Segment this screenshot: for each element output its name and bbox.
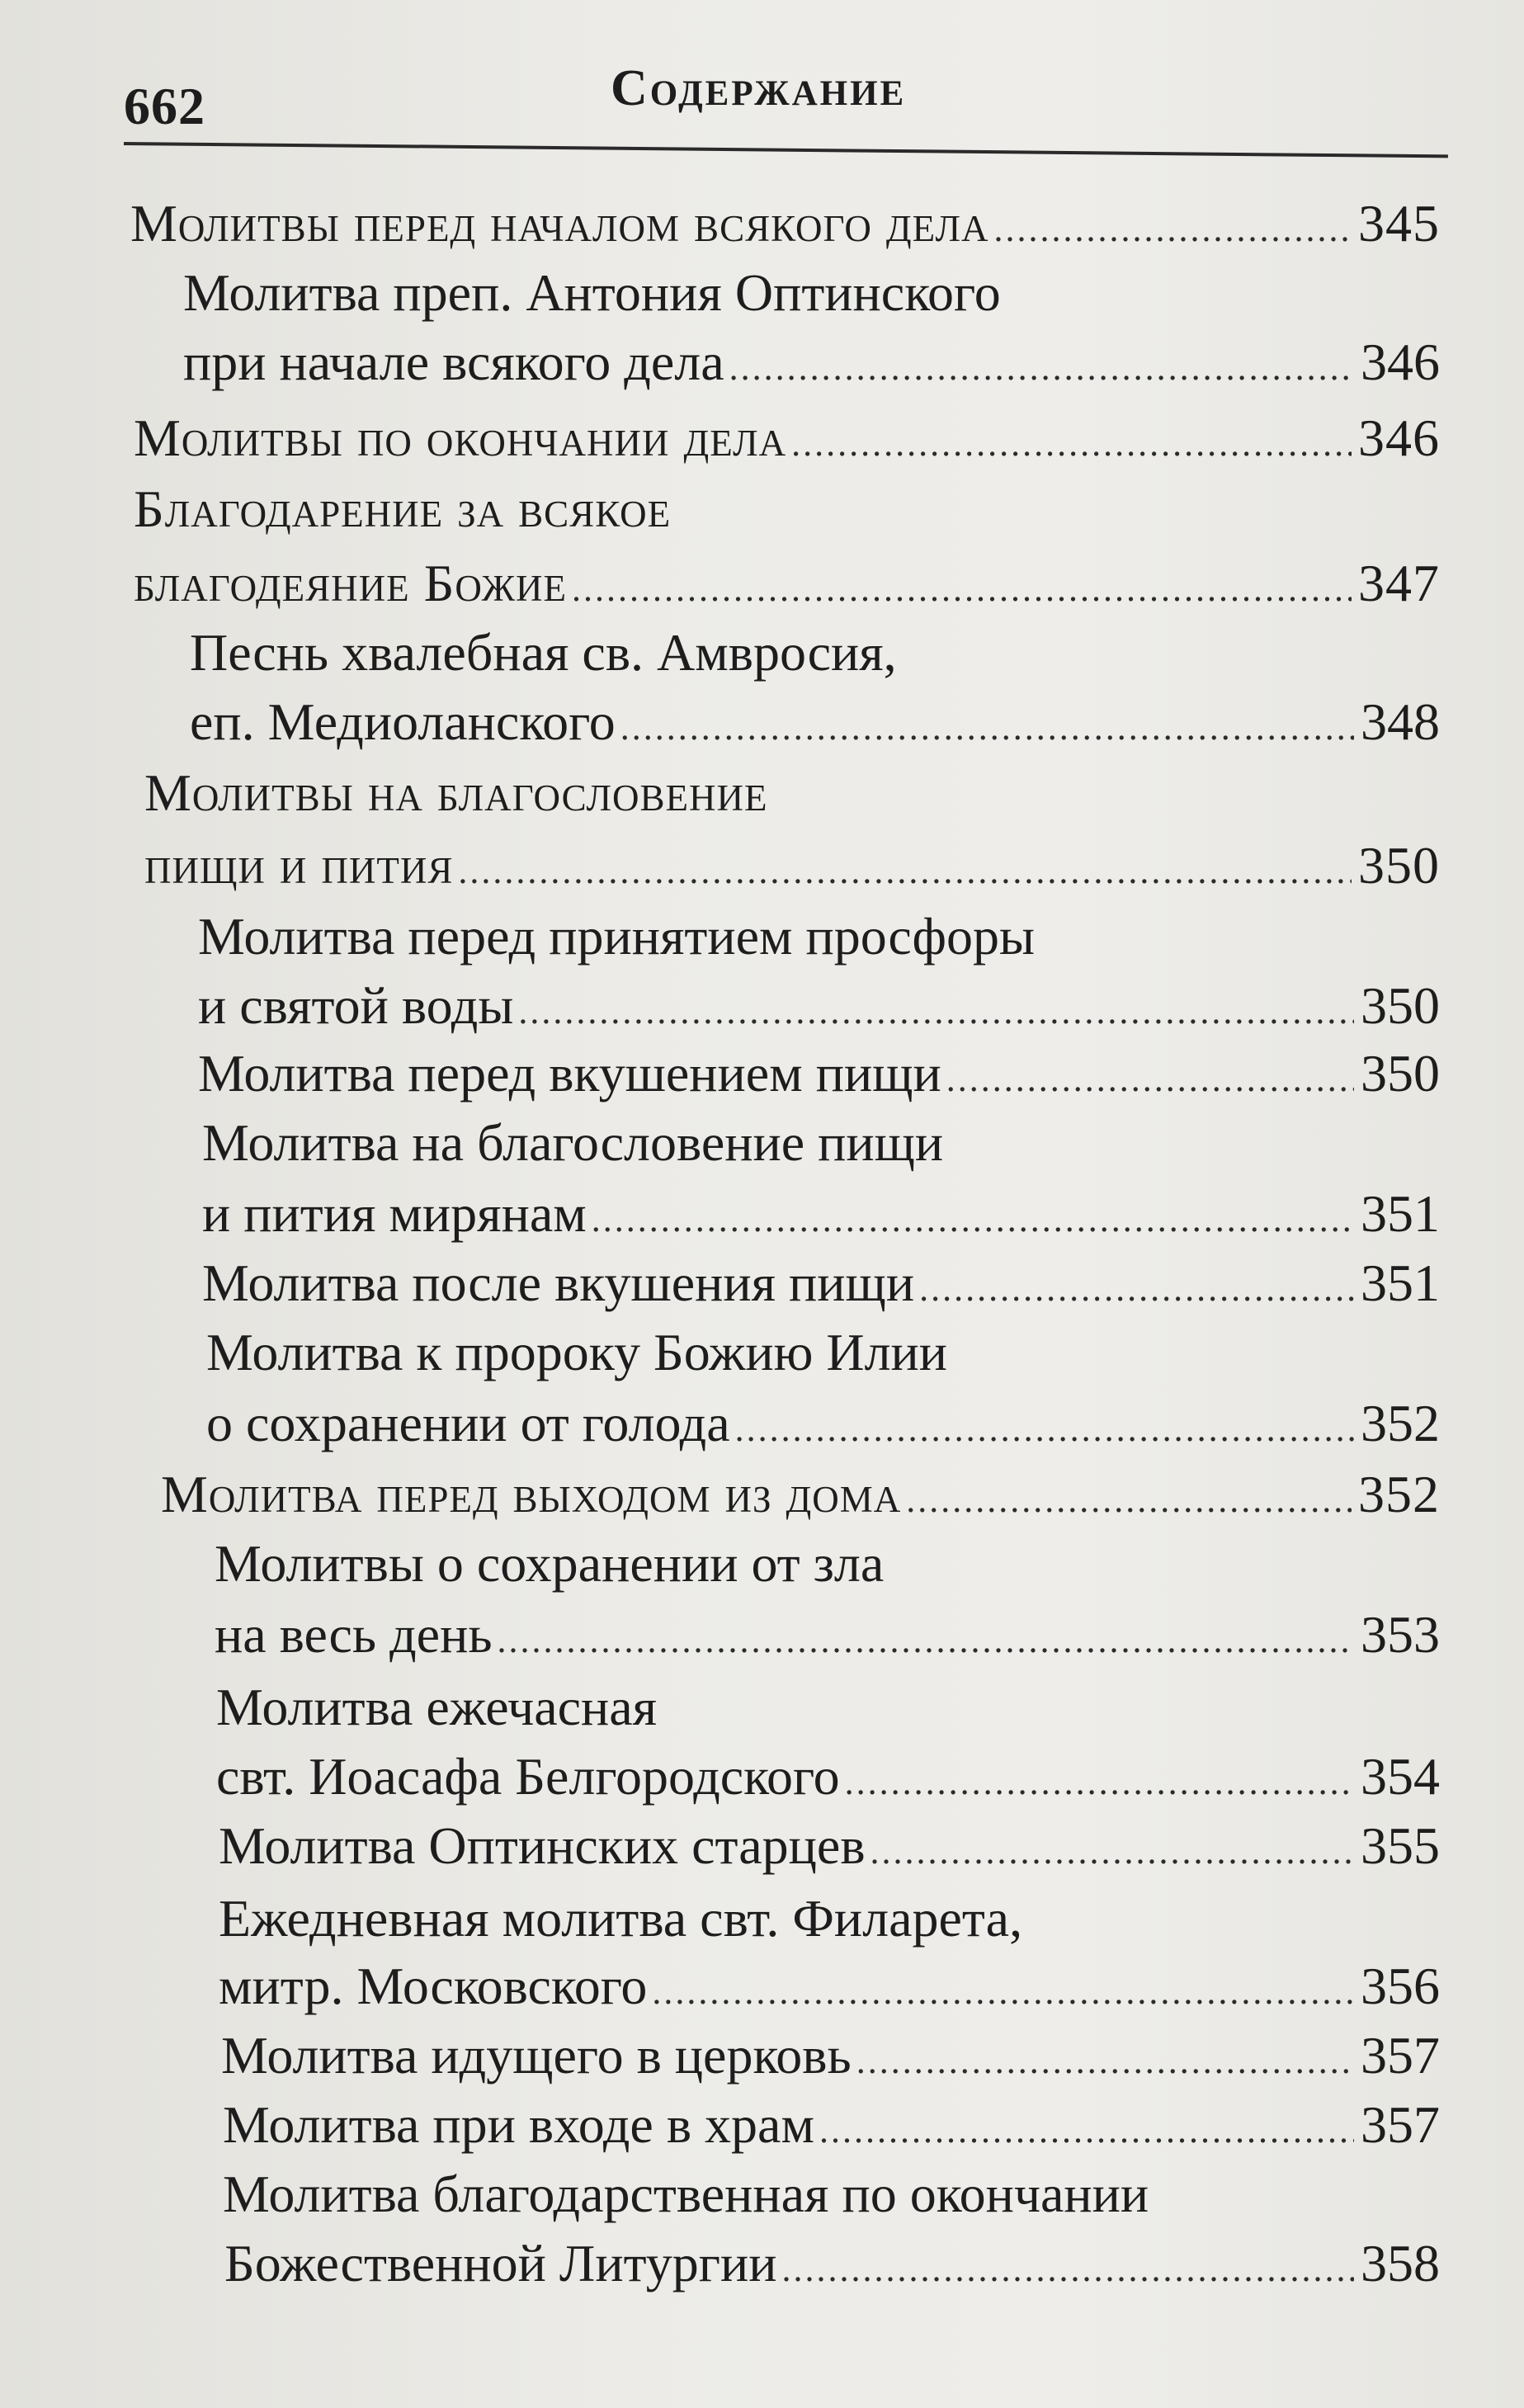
toc-entry-title: свт. Иоасафа Белгородского	[216, 1747, 840, 1806]
dot-leader	[620, 692, 1354, 763]
dot-leader	[781, 2234, 1354, 2305]
toc-entry-title: благодеяние Божие	[134, 554, 568, 612]
toc-entry-title: Молитвы по окончании дела	[134, 408, 787, 467]
toc-entry	[134, 474, 671, 545]
dot-leader	[592, 1184, 1354, 1255]
dot-leader	[871, 1816, 1354, 1887]
toc-entry	[202, 1248, 1440, 1319]
toc-entry-title: Молитва перед принятием просфоры	[198, 907, 1035, 966]
toc-entry-title: о сохранении от голода	[206, 1394, 730, 1452]
toc-entry-title: на весь день	[215, 1605, 493, 1664]
dot-leader	[498, 1605, 1355, 1676]
toc-entry	[223, 2159, 1149, 2230]
toc-entry-page: 346	[1358, 408, 1440, 467]
toc-entry-page: 357	[1361, 2095, 1440, 2154]
toc-entry	[130, 188, 1440, 259]
toc-entry-page: 352	[1361, 1394, 1440, 1452]
toc-entry	[198, 970, 1440, 1041]
toc-entry-page: 348	[1361, 692, 1440, 751]
toc-entry-title: Молитвы на благословение	[144, 763, 768, 822]
toc-entry-title: Молитва преп. Антония Оптинского	[183, 263, 1001, 322]
toc-entry	[190, 617, 897, 688]
dot-leader	[572, 554, 1352, 625]
dot-leader	[735, 1394, 1354, 1465]
toc-entry	[219, 1811, 1440, 1882]
toc-entry	[216, 1672, 657, 1743]
toc-entry-title: Молитва при входе в храм	[223, 2095, 814, 2154]
toc-entry	[183, 257, 1001, 328]
toc-entry-title: Молитва ежечасная	[216, 1678, 658, 1736]
toc-entry	[216, 1741, 1440, 1812]
toc-entry-page: 346	[1361, 333, 1440, 391]
toc-entry-page: 351	[1361, 1184, 1440, 1243]
dot-leader	[906, 1465, 1352, 1536]
toc-entry-title: Молитва благодарственная по окончании	[223, 2165, 1149, 2223]
toc-entry-title: Молитва перед выходом из дома	[161, 1465, 902, 1523]
toc-entry-title: Божественной Литургии	[224, 2234, 777, 2292]
toc-entry-title: Молитва Оптинских старцев	[219, 1816, 866, 1875]
toc-entry	[206, 1388, 1440, 1459]
toc-entry-title: Молитвы перед началом всякого дела	[130, 194, 989, 253]
toc-entry	[198, 901, 1035, 972]
toc-entry	[221, 2020, 1440, 2091]
toc-entry-title: пищи и пития	[144, 836, 454, 895]
toc-entry	[161, 1459, 1440, 1530]
toc-entry	[223, 2089, 1440, 2160]
toc-entry-title: и святой воды	[198, 976, 514, 1035]
dot-leader	[518, 976, 1354, 1047]
toc-entry-title: Молитва идущего в церковь	[221, 2026, 852, 2085]
toc-entry-title: Молитвы о сохранении от зла	[215, 1534, 885, 1593]
toc-entry	[202, 1178, 1440, 1249]
toc-entry-title: митр. Московского	[219, 1957, 648, 2015]
toc-entry	[215, 1599, 1440, 1670]
toc-entry-page: 358	[1361, 2234, 1440, 2292]
toc-entry-page: 350	[1361, 1044, 1440, 1102]
page-number: 662	[124, 77, 205, 135]
toc-entry-page: 351	[1361, 1254, 1440, 1312]
dot-leader	[994, 194, 1352, 265]
toc-entry-page: 356	[1361, 1957, 1440, 2015]
dot-leader	[652, 1957, 1354, 2028]
toc-entry	[224, 2228, 1440, 2299]
toc-entry-page: 347	[1358, 554, 1440, 612]
toc-entry-title: Молитва к пророку Божию Илии	[206, 1323, 948, 1381]
toc-entry-page: 345	[1358, 194, 1440, 253]
running-title: Содержание	[611, 60, 907, 116]
toc-entry-title: Ежедневная молитва свт. Филарета,	[219, 1889, 1023, 1948]
toc-entry-title: Благодарение за всякое	[134, 479, 672, 538]
dot-leader	[458, 836, 1352, 907]
toc-entry-page: 357	[1361, 2026, 1440, 2085]
dot-leader	[845, 1747, 1354, 1818]
toc-entry	[215, 1528, 884, 1599]
toc-entry	[202, 1107, 943, 1178]
toc-entry	[190, 687, 1440, 758]
dot-leader	[729, 333, 1354, 404]
toc-entry-page: 350	[1358, 836, 1440, 895]
toc-entry-title: Песнь хвалебная св. Амвросия,	[190, 623, 897, 682]
toc-entry	[219, 1951, 1440, 2022]
toc-entry	[183, 327, 1440, 398]
toc-entry-title: и пития мирянам	[202, 1184, 587, 1243]
toc-entry-title: при начале всякого дела	[183, 333, 724, 391]
dot-leader	[791, 408, 1352, 479]
dot-leader	[856, 2026, 1354, 2097]
dot-leader	[946, 1044, 1354, 1115]
toc-entry	[144, 830, 1440, 901]
toc-entry-page: 353	[1361, 1605, 1440, 1664]
toc-entry-page: 352	[1358, 1465, 1440, 1523]
toc-entry	[134, 548, 1440, 619]
toc-entry-title: Молитва на благословение пищи	[202, 1113, 944, 1172]
toc-entry	[206, 1317, 947, 1388]
toc-entry	[198, 1038, 1440, 1109]
toc-entry-title: Молитва перед вкушением пищи	[198, 1044, 941, 1102]
toc-entry-page: 350	[1361, 976, 1440, 1035]
toc-entry	[144, 758, 768, 829]
toc-entry-title: еп. Медиоланского	[190, 692, 616, 751]
dot-leader	[919, 1254, 1354, 1324]
toc-entry	[219, 1883, 1022, 1954]
toc-entry-title: Молитва после вкушения пищи	[202, 1254, 915, 1312]
toc-entry	[134, 403, 1440, 474]
dot-leader	[819, 2095, 1354, 2166]
toc-entry-page: 354	[1361, 1747, 1440, 1806]
toc-entry-page: 355	[1361, 1816, 1440, 1875]
